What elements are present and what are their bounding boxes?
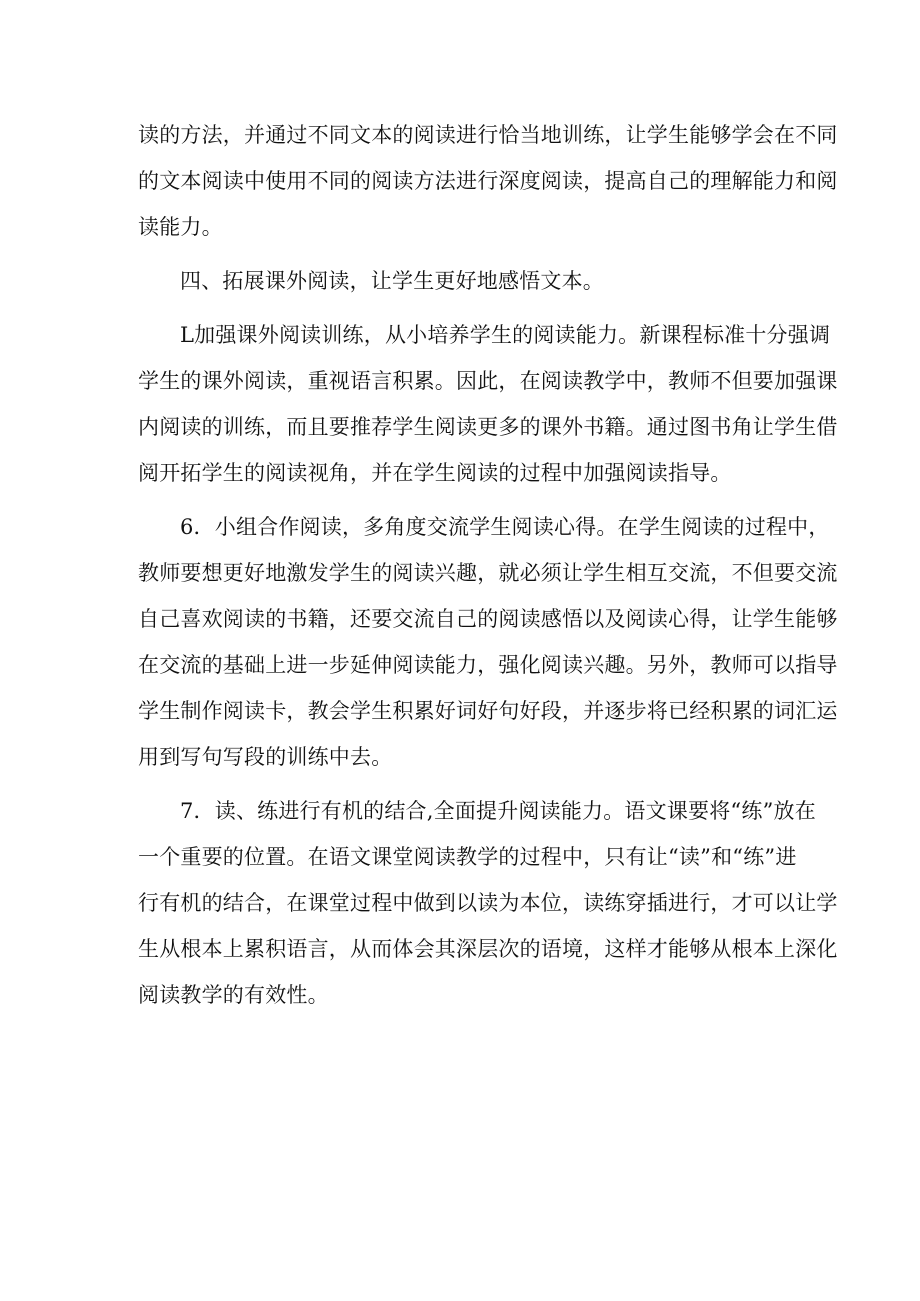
text-line: 行有机的结合，在课堂过程中做到以读为本位，读练穿插进行，才可以让学	[138, 891, 838, 915]
text-line: 7．读、练进行有机的结合,全面提升阅读能力。语文课要将“练”放在	[180, 799, 816, 823]
text-line: 读能力。	[138, 215, 223, 239]
text-line: 读的方法，并通过不同文本的阅读进行恰当地训练，让学生能够学会在不同	[138, 123, 838, 147]
text-line: 学生制作阅读卡，教会学生积累好词好句好段，并逐步将已经积累的词汇运	[138, 699, 838, 723]
text-line: 阅读教学的有效性。	[138, 983, 329, 1007]
document-body	[138, 112, 838, 1018]
text-line: 自己喜欢阅读的书籍，还要交流自己的阅读感悟以及阅读心得，让学生能够	[138, 607, 838, 631]
text-line: 在交流的基础上进一步延伸阅读能力，强化阅读兴趣。另外，教师可以指导	[138, 653, 838, 677]
text-line: 阅开拓学生的阅读视角，并在学生阅读的过程中加强阅读指导。	[138, 461, 732, 485]
paragraph-reading-methods	[138, 112, 838, 250]
text-line: 6．小组合作阅读，多角度交流学生阅读心得。在学生阅读的过程中，	[180, 515, 830, 539]
heading-line: 四、拓展课外阅读，让学生更好地感悟文本。	[180, 269, 604, 293]
paragraph-reading-practice-combination	[138, 788, 838, 1018]
section-heading-extracurricular-reading	[138, 258, 798, 304]
paragraph-group-cooperative-reading	[138, 504, 838, 780]
text-line: 的文本阅读中使用不同的阅读方法进行深度阅读，提高自己的理解能力和阅	[138, 169, 838, 193]
text-line: L加强课外阅读训练，从小培养学生的阅读能力。新课程标准十分强调	[180, 323, 831, 347]
paragraph-strengthen-extracurricular	[138, 312, 838, 496]
text-line: 教师要想更好地激发学生的阅读兴趣，就必须让学生相互交流，不但要交流	[138, 561, 838, 585]
text-line: 一个重要的位置。在语文课堂阅读教学的过程中，只有让“读”和“练”进	[138, 845, 797, 869]
text-line: 生从根本上累积语言，从而体会其深层次的语境，这样才能够从根本上深化	[138, 937, 838, 961]
text-line: 学生的课外阅读，重视语言积累。因此，在阅读教学中，教师不但要加强课	[138, 369, 838, 393]
text-line: 用到写句写段的训练中去。	[138, 745, 393, 769]
text-line: 内阅读的训练，而且要推荐学生阅读更多的课外书籍。通过图书角让学生借	[138, 415, 838, 439]
